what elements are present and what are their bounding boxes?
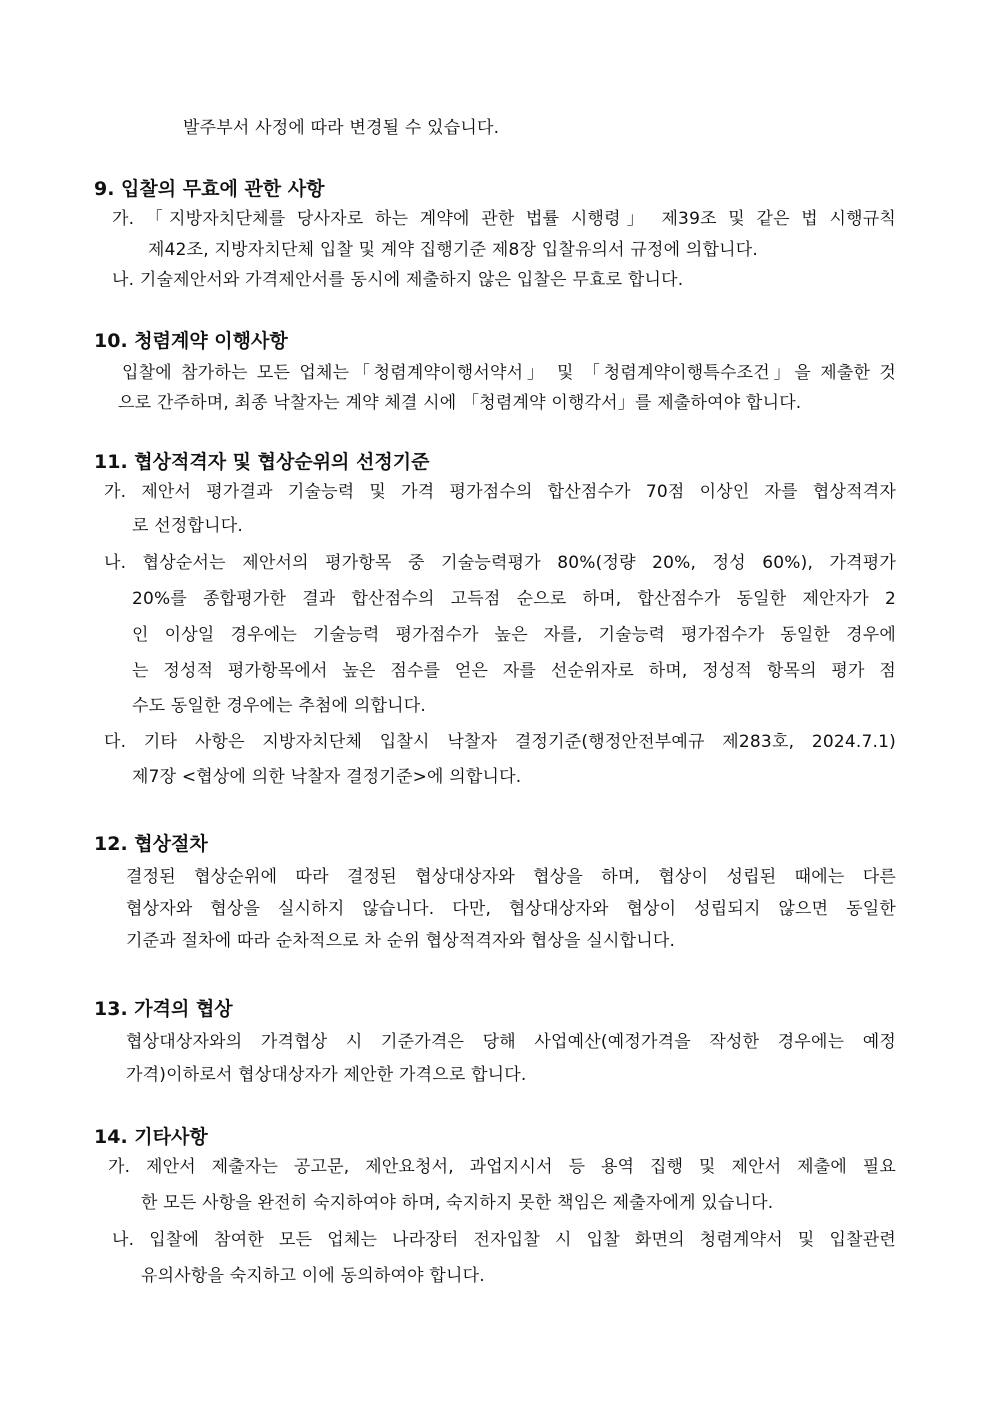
intro-continuation-line: 발주부서 사정에 따라 변경될 수 있습니다.	[183, 118, 500, 138]
section-12-line-1: 결정된 협상순위에 따라 결정된 협상대상자와 협상을 하며, 협상이 성립된 때에는 다른	[126, 867, 896, 887]
section-12-line-3: 기준과 절차에 따라 순차적으로 차 순위 협상적격자와 협상을 실시합니다.	[126, 931, 676, 951]
section-9-heading: 9. 입찰의 무효에 관한 사항	[94, 178, 325, 200]
section-10-line-1: 입찰에 참가하는 모든 업체는「청렴계약이행서약서」 및 「청렴계약이행특수조건」을 제출한 것	[122, 363, 896, 383]
section-9-line-2: 제42조, 지방자치단체 입찰 및 계약 집행기준 제8장 입찰유의서 규정에 의합니다.	[148, 240, 758, 260]
section-11-line-7: 수도 동일한 경우에는 추첨에 의합니다.	[132, 696, 426, 716]
section-10-heading: 10. 청렴계약 이행사항	[94, 330, 288, 352]
section-13-line-1: 협상대상자와의 가격협상 시 기준가격은 당해 사업예산(예정가격을 작성한 경우에는 예정	[126, 1032, 896, 1052]
section-14-line-3: 나. 입찰에 참여한 모든 업체는 나라장터 전자입찰 시 입찰 화면의 청렴계약서 및 입찰관련	[112, 1230, 896, 1250]
section-11-line-8: 다. 기타 사항은 지방자치단체 입찰시 낙찰자 결정기준(행정안전부예규 제283호, 2024.7.1)	[104, 732, 896, 752]
section-11-line-4: 20%를 종합평가한 결과 합산점수의 고득점 순으로 하며, 합산점수가 동일한 제안자가 2	[132, 589, 896, 609]
section-14-line-1: 가. 제안서 제출자는 공고문, 제안요청서, 과업지시서 등 용역 집행 및 제안서 제출에 필요	[108, 1157, 896, 1177]
section-11-line-1: 가. 제안서 평가결과 기술능력 및 가격 평가점수의 합산점수가 70점 이상인 자를 협상적격자	[104, 482, 896, 502]
section-14-line-4: 유의사항을 숙지하고 이에 동의하여야 합니다.	[141, 1266, 485, 1286]
section-9-line-1: 가. 「지방자치단체를 당사자로 하는 계약에 관한 법률 시행령」 제39조 및 같은 법 시행규칙	[112, 209, 896, 229]
section-14-line-2: 한 모든 사항을 완전히 숙지하여야 하며, 숙지하지 못한 책임은 제출자에게 있습니다.	[141, 1193, 774, 1213]
section-10-line-2: 으로 간주하며, 최종 낙찰자는 계약 체결 시에 「청렴계약 이행각서」를 제출하여야 합니다.	[118, 393, 802, 413]
section-11-line-5: 인 이상일 경우에는 기술능력 평가점수가 높은 자를, 기술능력 평가점수가 동일한 경우에	[132, 625, 896, 645]
section-9-line-3: 나. 기술제안서와 가격제안서를 동시에 제출하지 않은 입찰은 무효로 합니다.	[112, 270, 684, 290]
section-12-line-2: 협상자와 협상을 실시하지 않습니다. 다만, 협상대상자와 협상이 성립되지 않으면 동일한	[126, 899, 896, 919]
section-14-heading: 14. 기타사항	[94, 1126, 208, 1148]
section-11-line-3: 나. 협상순서는 제안서의 평가항목 중 기술능력평가 80%(정량 20%, 정성 60%), 가격평가	[104, 553, 896, 573]
section-11-line-9: 제7장 <협상에 의한 낙찰자 결정기준>에 의합니다.	[132, 767, 522, 787]
section-13-line-2: 가격)이하로서 협상대상자가 제안한 가격으로 합니다.	[126, 1065, 527, 1085]
section-12-heading: 12. 협상절차	[94, 833, 208, 855]
section-11-line-2: 로 선정합니다.	[132, 516, 243, 536]
section-13-heading: 13. 가격의 협상	[94, 998, 233, 1020]
section-11-heading: 11. 협상적격자 및 협상순위의 선정기준	[94, 451, 430, 473]
section-11-line-6: 는 정성적 평가항목에서 높은 점수를 얻은 자를 선순위자로 하며, 정성적 항목의 평가 점	[132, 661, 896, 681]
